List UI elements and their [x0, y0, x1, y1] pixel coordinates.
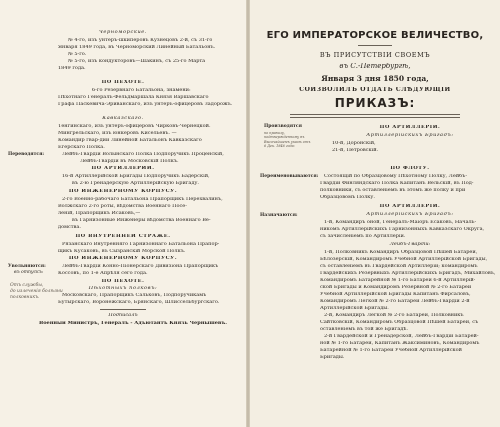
section-heading-artillery: ПО АРТИЛЛЕРІИ. — [379, 125, 441, 130]
text-line: Тенгинскаго, изъ унтеръ-офицеровъ Чирковъ-Чернецкой. — [58, 124, 211, 129]
text-line: Коссовъ, по 1-е Апрѣля сего года. — [58, 271, 148, 276]
text-line: № 5-го, изъ кондукторовъ—Шакинъ, съ 25-го Марта — [68, 59, 206, 64]
order-date: Января 3 дня 1850 года, — [321, 75, 429, 83]
text-line: съ зачисленіемъ по Артиллеріи. — [320, 234, 406, 239]
text-line: 2-го Военно-рабочаго Батальона Прапорщикъ Перехвалинъ, — [62, 197, 223, 202]
section-subheading-2: Артиллерійскихъ Бригадъ: — [366, 212, 454, 217]
text-line: Графа Паскевича-Эриванскаго, изъ унтеръ-офицеровъ Задорожъ. — [58, 102, 233, 107]
section-subheading: Пѣхотныхъ полковъ: — [88, 286, 158, 291]
text-line: Батарейной № 1-го Батареи Учебной Артиллерійской — [320, 348, 463, 353]
section-heading-artillery-2: ПО АРТИЛЛЕРІИ. — [379, 204, 441, 209]
title-divider — [358, 45, 392, 46]
text-line: 1-й, Полковникъ Командиръ Образцовой Пѣшей Батареи, — [324, 250, 478, 255]
text-line: Рязанскаго Внутренняго Гарнизоннаго Батальона Прапор- — [62, 242, 220, 247]
text-line: 2-й Гвардейской и Гренадерской, Лейбъ-Гвардіи Батарей- — [324, 334, 479, 339]
text-line: 1-й, Командиръ оной, Генералъ-Маіоръ Есаковъ, Началь- — [324, 220, 477, 225]
text-line: ной № 1-го Батареи, Капитанъ Жаксиминовъ, Командиромъ — [320, 341, 480, 346]
signed-label: Подписалъ — [108, 313, 138, 318]
text-line: Пѣхотнаго Генералъ-Фельдмаршала Князя Варшавскаго — [58, 95, 209, 100]
text-line: Лейбъ-Гвардіи Конно-Піонерскаго Дивизіона Прапорщикъ — [62, 264, 219, 269]
section-heading-caucasus: Кавказскаго. — [102, 116, 144, 121]
order-subtitle-1: ВЪ ПРИСУТСТВІИ СВОЕМЪ — [319, 52, 431, 59]
text-line: Гвардіи Финляндскаго Полка Капитанъ Вельскій, въ Под- — [320, 181, 474, 186]
text-line: съ оставленіемъ въ Гвардейской Артиллеріи; командиромъ — [320, 264, 478, 269]
text-line: 21-й, Петровскій. — [332, 148, 379, 153]
text-line: Егерскаго Полка. — [58, 145, 105, 150]
section-heading-infantry: ПО ПЕХОТЕ. — [101, 80, 145, 85]
text-line: Волжскаго 2-го роты, вѣдомства Военнаго Посе- — [58, 204, 187, 209]
text-line: ской Бригады и Командиромъ Резервной № 2-го Батареи — [320, 285, 472, 290]
text-line: Командир гвар-дии Линейной Батальонъ Кавказскаго — [58, 138, 202, 143]
text-line: полковники, съ оставленіемъ въ этомъ же полку и при — [320, 188, 466, 193]
order-subtitle-2: въ С.-Петербургѣ, — [339, 63, 411, 70]
text-line: леній, Прапорщикъ Исаковъ,— — [58, 211, 141, 216]
section-heading-infantry-2: ПО ПЕХОТЕ. — [101, 279, 145, 284]
margin-note-dismissed: Увольняются: — [8, 264, 46, 269]
order-title: ЕГО ИМПЕРАТОРСКОЕ ВЕЛИЧЕСТВО, — [266, 31, 484, 41]
text-line: 16-й Артиллерійской Бригады Подпоручикъ Бадерскій, — [62, 174, 210, 179]
text-line: Состоящій по Образцовому Пѣхотному Полку, Лейбъ- — [324, 174, 468, 179]
signature-line: Военный Министръ, Генералъ - Адъютантъ Князь Чернышевъ. — [38, 321, 227, 326]
order-subtitle-3: СОИЗВОЛИЛЪ ОТДАТЬ СЛѢДУЮЩІЙ — [299, 87, 451, 93]
text-line: 10-й, Доронскій, — [332, 141, 376, 146]
text-line: никомъ Артиллерійскихъ Гарнизонныхъ Кавказскаго Округа, — [320, 227, 485, 232]
text-line: Командиромъ Легкой № 2-го Батареи Лейбъ-Гвардіи 2-й — [320, 299, 470, 304]
heading-divider — [290, 114, 460, 118]
margin-note-extra-3: полковникъ. — [10, 295, 40, 300]
text-line: Командиромъ Батарейной № 1-го Батареи 6-й Артиллерій- — [320, 278, 476, 283]
text-line: 1849 года. — [58, 66, 86, 71]
text-line: Гвардейскихъ Резервныхъ Артиллерійскихъ Бригадъ, Михайловъ, — [320, 271, 496, 276]
section-subheading-3: Лейбъ-Гвардіи: — [389, 242, 431, 247]
right-page — [250, 0, 500, 427]
margin-note-extra-1: Отъ службы, — [10, 283, 44, 288]
text-line: № 5-го. — [68, 52, 87, 57]
text-line: Сайтковскій, Командиромъ Образцовой Пѣшей Батареи, съ — [320, 320, 479, 325]
text-line: Артиллерійской Бригады. — [320, 306, 389, 311]
divider — [100, 309, 146, 310]
text-line: щикъ Кусаковъ, въ Сызранскій Морской Полкъ. — [58, 249, 186, 254]
text-line: оставленіемъ въ той же Бригадѣ. — [320, 327, 408, 332]
margin-note-promoted-sub: по правилу, подтвержденному въ Высочайшемъ указѣ отъ 6 Дек. 1846 года: — [264, 131, 311, 149]
order-heading: ПРИКАЗЪ: — [334, 97, 416, 109]
text-line: 2-й, Командиръ Легкой № 2-го Батареи, Полковникъ — [324, 313, 464, 318]
text-line: Бригады. — [320, 355, 345, 360]
text-line: въ 2-ю Гренадерскую Артиллерійскую Бригаду. — [72, 181, 199, 186]
text-line: Мингрельскаго, изъ юнкеровъ Кисельевъ. — — [58, 131, 177, 136]
text-line: Бутырскаго, Воронежскаго, Брянскаго, Шлиссельбургскаго. — [58, 300, 220, 305]
margin-note-renamed: Переименовываются: — [260, 174, 319, 179]
section-heading-engineers-2: ПО ИНЖЕНЕРНОМУ КОРПУСУ. — [68, 256, 178, 261]
text-line: въ Гарнизонные Инженеры вѣдомства Военнаго Ве- — [72, 218, 211, 223]
text-line: Лейбъ-Гвардіи въ Московскій Полкъ. — [80, 159, 179, 164]
margin-note-appointed: Назначаются: — [260, 213, 298, 218]
section-heading-artillery: ПО АРТИЛЛЕРИИ. — [91, 166, 155, 171]
text-line: домства. — [58, 225, 81, 230]
section-heading-fleet: ПО ФЛОТУ. — [390, 166, 430, 171]
text-line: Лейбъ-Гвардіи Волынскаго Полка Подпоручикъ Проценскій, — [62, 152, 224, 157]
text-line: Образцовомъ Полку. — [320, 195, 375, 200]
text-line: Московскаго, Прапорщикъ Сальковъ, Подпоручикамъ — [62, 293, 207, 298]
section-heading-internal-guard: ПО ВНУТРЕННЕЙ СТРАЖЕ. — [75, 234, 171, 239]
section-heading-engineers: ПО ИНЖЕНЕРНОМУ КОРПУСУ. — [68, 189, 178, 194]
section-heading-black-sea: Черноморские. — [98, 30, 148, 35]
margin-note-dismissed-sub: въ отпускъ: — [14, 270, 44, 275]
text-line: Января 1849 года, въ Черноморский Линейный Батальонъ. — [58, 45, 216, 50]
margin-note-extra-2: до излеченія болѣзни — [10, 289, 63, 294]
text-line: 6-го Резервнаго Батальона, знамени: — [92, 88, 191, 93]
margin-note-promoted: Производятся — [264, 124, 302, 129]
text-line: Учебной Артиллерійской Бригады Капитанъ Фирсаловъ, — [320, 292, 471, 297]
text-line: Бѣлозерскій, Командиромъ Учебной Артиллерійской Бригады, — [320, 257, 488, 262]
left-page — [0, 0, 246, 427]
text-line: № 4-го, изъ унтеръ-шкиперовъ Кузнецовъ 2-й, съ 31-го — [68, 38, 213, 43]
margin-note-transfer: Переводятся: — [8, 152, 45, 157]
section-subheading: Артиллерійскихъ Бригадъ: — [366, 133, 454, 138]
